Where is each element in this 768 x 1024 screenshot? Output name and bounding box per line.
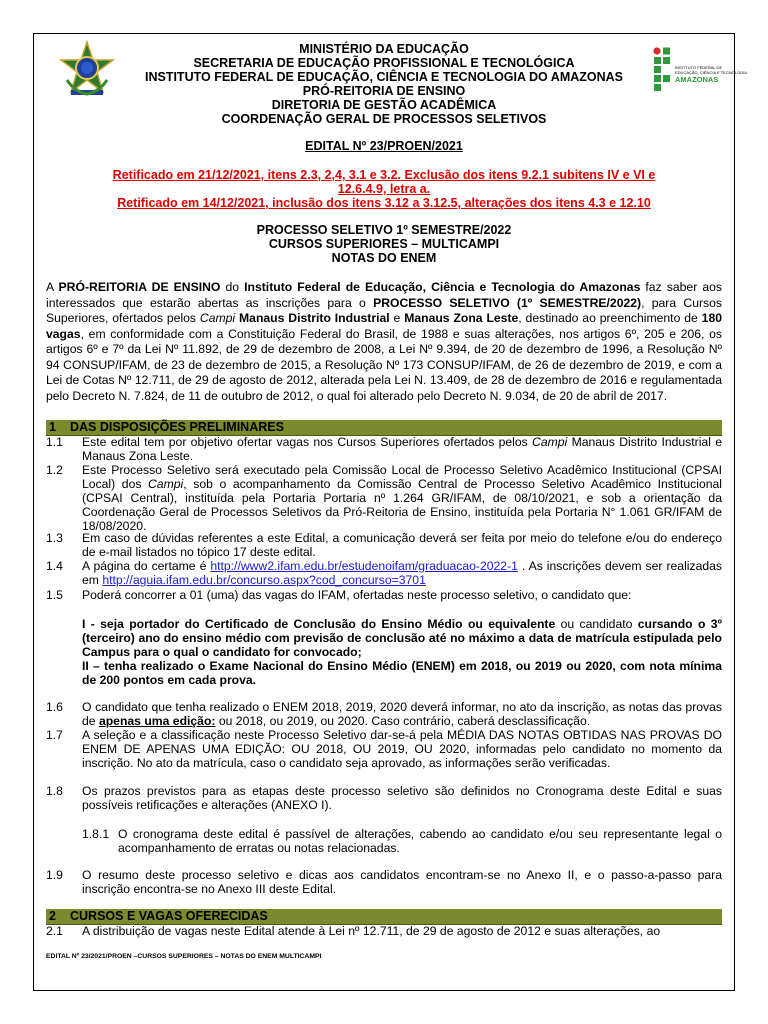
item-number: 1.9: [46, 868, 63, 882]
item-number: 1.8: [46, 784, 63, 798]
retificacao-line-3: Retificado em 14/12/2021, inclusão dos itens 3.12 a 3.12.5, alterações dos itens 4.3 e 12.10: [117, 196, 651, 210]
item-number: 1.4: [46, 559, 63, 573]
ifam-logo-text-2: EDUCAÇÃO, CIÊNCIA E TECNOLOGIA: [675, 70, 747, 75]
intro-italic: Campi: [199, 311, 236, 325]
item-1-8-1: [82, 827, 722, 855]
intro-text: , destinado ao preenchimento de: [518, 311, 702, 325]
section-title: CURSOS E VAGAS OFERECIDAS: [70, 909, 268, 923]
item-text: [82, 700, 722, 728]
item-1-5: [46, 588, 722, 602]
condition-i: [82, 617, 722, 659]
retificacao-line-2: 12.6.4.9, letra a.: [337, 182, 431, 196]
intro-bold: 180 vagas: [46, 311, 723, 341]
item-number: 1.5: [46, 588, 63, 602]
item-text: Os prazos previstos para as etapas deste processo seletivo são definidos no Cronograma deste Edital e suas possíveis retificações e alterações (ANEXO I).: [82, 784, 722, 812]
item-text: O cronograma deste edital é passível de alterações, cabendo ao candidato e/ou seu representante legal o acompanhamento de erratas ou notas relacionadas.: [118, 827, 722, 855]
item-text-part: , sob o acompanhamento da Comissão Central de Processo Seletivo Acadêmico Institucional (CPSAI Central), instituída pela Portaria Portaria nº 1.264 GR/IFAM, de 08/10/2021, e sob a orientação da Coordenação Geral de Processos Seletivos da Pró-Reitoria de Ensino, instituída pela Portaria N° 1.061 GR/IFAM de 18/08/2020.: [82, 477, 722, 533]
processo-line-1: PROCESSO SELETIVO 1º SEMESTRE/2022: [256, 223, 512, 237]
item-text: [82, 463, 722, 533]
item-2-1: [46, 924, 722, 938]
processo-title: [70, 223, 698, 265]
ifam-logo-text-1: INSTITUTO FEDERAL DE: [675, 65, 723, 70]
item-text-part: ou 2018, ou 2019, ou 2020. Caso contrário, caberá desclassificação.: [215, 714, 591, 728]
item-number: 1.2: [46, 463, 63, 477]
item-1-2: [46, 463, 722, 533]
intro-text: , para Cursos Superiores, ofertados pelos: [46, 295, 722, 325]
item-text-part: A página do certame é: [82, 559, 211, 573]
inscricao-link[interactable]: http://aguia.ifam.edu.br/concurso.aspx?cod_concurso=3701: [102, 573, 426, 587]
item-text-part: . As inscrições devem ser realizadas em: [82, 559, 723, 587]
section-2-header: [46, 909, 722, 925]
condition-text: ou candidato: [555, 617, 638, 631]
header-line-instituto: INSTITUTO FEDERAL DE EDUCAÇÃO, CIÊNCIA E TECNOLOGIA DO AMAZONAS: [144, 70, 624, 84]
header-line-coordenacao: COORDENAÇÃO GERAL DE PROCESSOS SELETIVOS: [221, 112, 547, 126]
retificacoes: [60, 168, 708, 210]
intro-text: , em conformidade com a Constituição Federal do Brasil, de 1988 e suas alterações, nos artigos 6º, 205 e 206, os artigos 6º e 7º da Lei Nº 11.892, de 29 de dezembro de 2008, a Lei Nº 9.394, de 20 de dezembro de 1996, a Resolução Nº 94 CONSUP/IFAM, de 23 de dezembro de 2015, a Resolução Nº 173 CONSUP/IFAM, de 26 de dezembro de 2019, e com a Lei de Cotas Nº 12.711, de 29 de agosto de 2012, alterada pela Lei N. 13.409, de 28 de dezembro de 2016 e regulamentada pelo Decreto N. 7.824, de 11 de outubro de 2012, o qual foi alterado pelo Decreto N. 9.034, de 20 de abril de 2017.: [46, 326, 722, 403]
item-text-bold-underline: apenas uma edição:: [98, 714, 216, 728]
page-footer: EDITAL Nº 23/2021/PROEN –CURSOS SUPERIORES – NOTAS DO ENEM MULTICAMPI: [46, 953, 322, 960]
item-number: 2.1: [46, 924, 63, 938]
item-1-6: [46, 700, 722, 728]
intro-text: faz saber aos interessados que estarão abertas as inscrições para o: [46, 280, 722, 310]
item-1-8: [46, 784, 722, 812]
intro-bold: PROCESSO SELETIVO (1º SEMESTRE/2022): [373, 295, 642, 310]
header-block: [70, 42, 698, 126]
intro-text: do: [220, 280, 245, 294]
header-line-secretaria: SECRETARIA DE EDUCAÇÃO PROFISSIONAL E TECNOLÓGICA: [193, 56, 575, 70]
intro-text: e: [389, 311, 405, 325]
condition-text-bold: cursando o 3º (terceiro) ano do ensino médio com previsão de conclusão até no máximo a data de matrícula estipulada pelo Campus para o qual o candidato for convocado;: [82, 617, 722, 659]
section-1-header: [46, 420, 722, 436]
item-text-part: O candidato que tenha realizado o ENEM 2018, 2019, 2020 deverá informar, no ato da inscrição, as notas das provas de: [82, 700, 722, 728]
item-number: 1.3: [46, 531, 63, 545]
item-text: A seleção e a classificação neste Processo Seletivo dar-se-á pela MÉDIA DAS NOTAS OBTIDAS NAS PROVAS DO ENEM DE APENAS UMA EDIÇÃO: OU 2018, OU 2019, OU 2020, informadas pelo candidato no momento da inscrição. No ato da matrícula, caso o candidato seja aprovado, as informações serão verificadas.: [82, 728, 722, 770]
processo-line-2: CURSOS SUPERIORES – MULTICAMPI: [268, 237, 500, 251]
certame-page-link[interactable]: http://www2.ifam.edu.br/estudenoifam/graduacao-2022-1: [210, 559, 518, 573]
intro-bold: PRÓ-REITORIA DE ENSINO: [58, 280, 221, 294]
intro-bold: Instituto Federal de Educação, Ciência e Tecnologia do Amazonas: [244, 280, 641, 294]
intro-bold: Manaus Zona Leste: [404, 311, 519, 325]
item-text-part: Este edital tem por objetivo ofertar vagas nos Cursos Superiores ofertados pelos: [82, 435, 533, 449]
retificacao-line-1: Retificado em 21/12/2021, itens 2.3, 2,4, 3.1 e 3.2. Exclusão dos itens 9.2.1 subitens IV e VI e: [112, 168, 656, 182]
intro-text: A: [46, 280, 59, 294]
section-number: 1: [49, 420, 56, 434]
intro-bold: Manaus Distrito Industrial: [239, 311, 390, 325]
ifam-logo-text-3: AMAZONAS: [675, 75, 719, 84]
item-text-italic: Campi: [532, 435, 568, 449]
section-title: DAS DISPOSIÇÕES PRELIMINARES: [70, 420, 284, 434]
item-number: 1.1: [46, 435, 63, 449]
item-1-9: [46, 868, 722, 896]
item-text-part: Este Processo Seletivo será executado pela Comissão Local de Processo Seletivo Acadêmico Institucional (CPSAI Local) dos: [82, 463, 722, 491]
item-text: [82, 435, 722, 463]
item-text: Em caso de dúvidas referentes a este Edital, a comunicação deverá ser feita por meio do telefone e/ou do endereço de e-mail listados no tópico 17 deste edital.: [82, 531, 722, 559]
item-text: O resumo deste processo seletivo e dicas aos candidatos encontram-se no Anexo II, e o passo-a-passo para inscrição encontra-se no Anexo III deste Edital.: [82, 868, 722, 896]
condition-ii: II – tenha realizado o Exame Nacional do Ensino Médio (ENEM) em 2018, ou 2019 ou 2020, com nota mínima de 200 pontos em cada prova.: [82, 659, 722, 687]
header-line-ministerio: MINISTÉRIO DA EDUCAÇÃO: [299, 42, 469, 56]
item-1-7: [46, 728, 722, 770]
intro-paragraph: [46, 280, 722, 404]
item-number: 1.6: [46, 700, 63, 714]
item-1-4: [46, 559, 722, 587]
item-text: Poderá concorrer a 01 (uma) das vagas do IFAM, ofertadas neste processo seletivo, o candidato que:: [82, 588, 632, 602]
item-text: A distribuição de vagas neste Edital atende à Lei nº 12.711, de 29 de agosto de 2012 e suas alterações, ao: [82, 924, 661, 938]
processo-line-3: NOTAS DO ENEM: [331, 251, 437, 265]
item-1-3: [46, 531, 722, 559]
item-text-part: Manaus Distrito Industrial e Manaus Zona Leste.: [82, 435, 723, 463]
item-number: 1.7: [46, 728, 63, 742]
section-number: 2: [49, 909, 56, 923]
item-1-1: [46, 435, 722, 463]
item-text-italic: Campi: [148, 477, 184, 491]
item-number: 1.8.1: [82, 827, 110, 841]
header-line-proen: PRÓ-REITORIA DE ENSINO: [302, 84, 466, 98]
item-text: [82, 559, 722, 587]
condition-text-bold: I - seja portador do Certificado de Conclusão do Ensino Médio ou equivalente: [82, 617, 556, 631]
header-line-diretoria: DIRETORIA DE GESTÃO ACADÊMICA: [271, 98, 497, 112]
edital-title: EDITAL Nº 23/PROEN/2021: [305, 139, 463, 153]
